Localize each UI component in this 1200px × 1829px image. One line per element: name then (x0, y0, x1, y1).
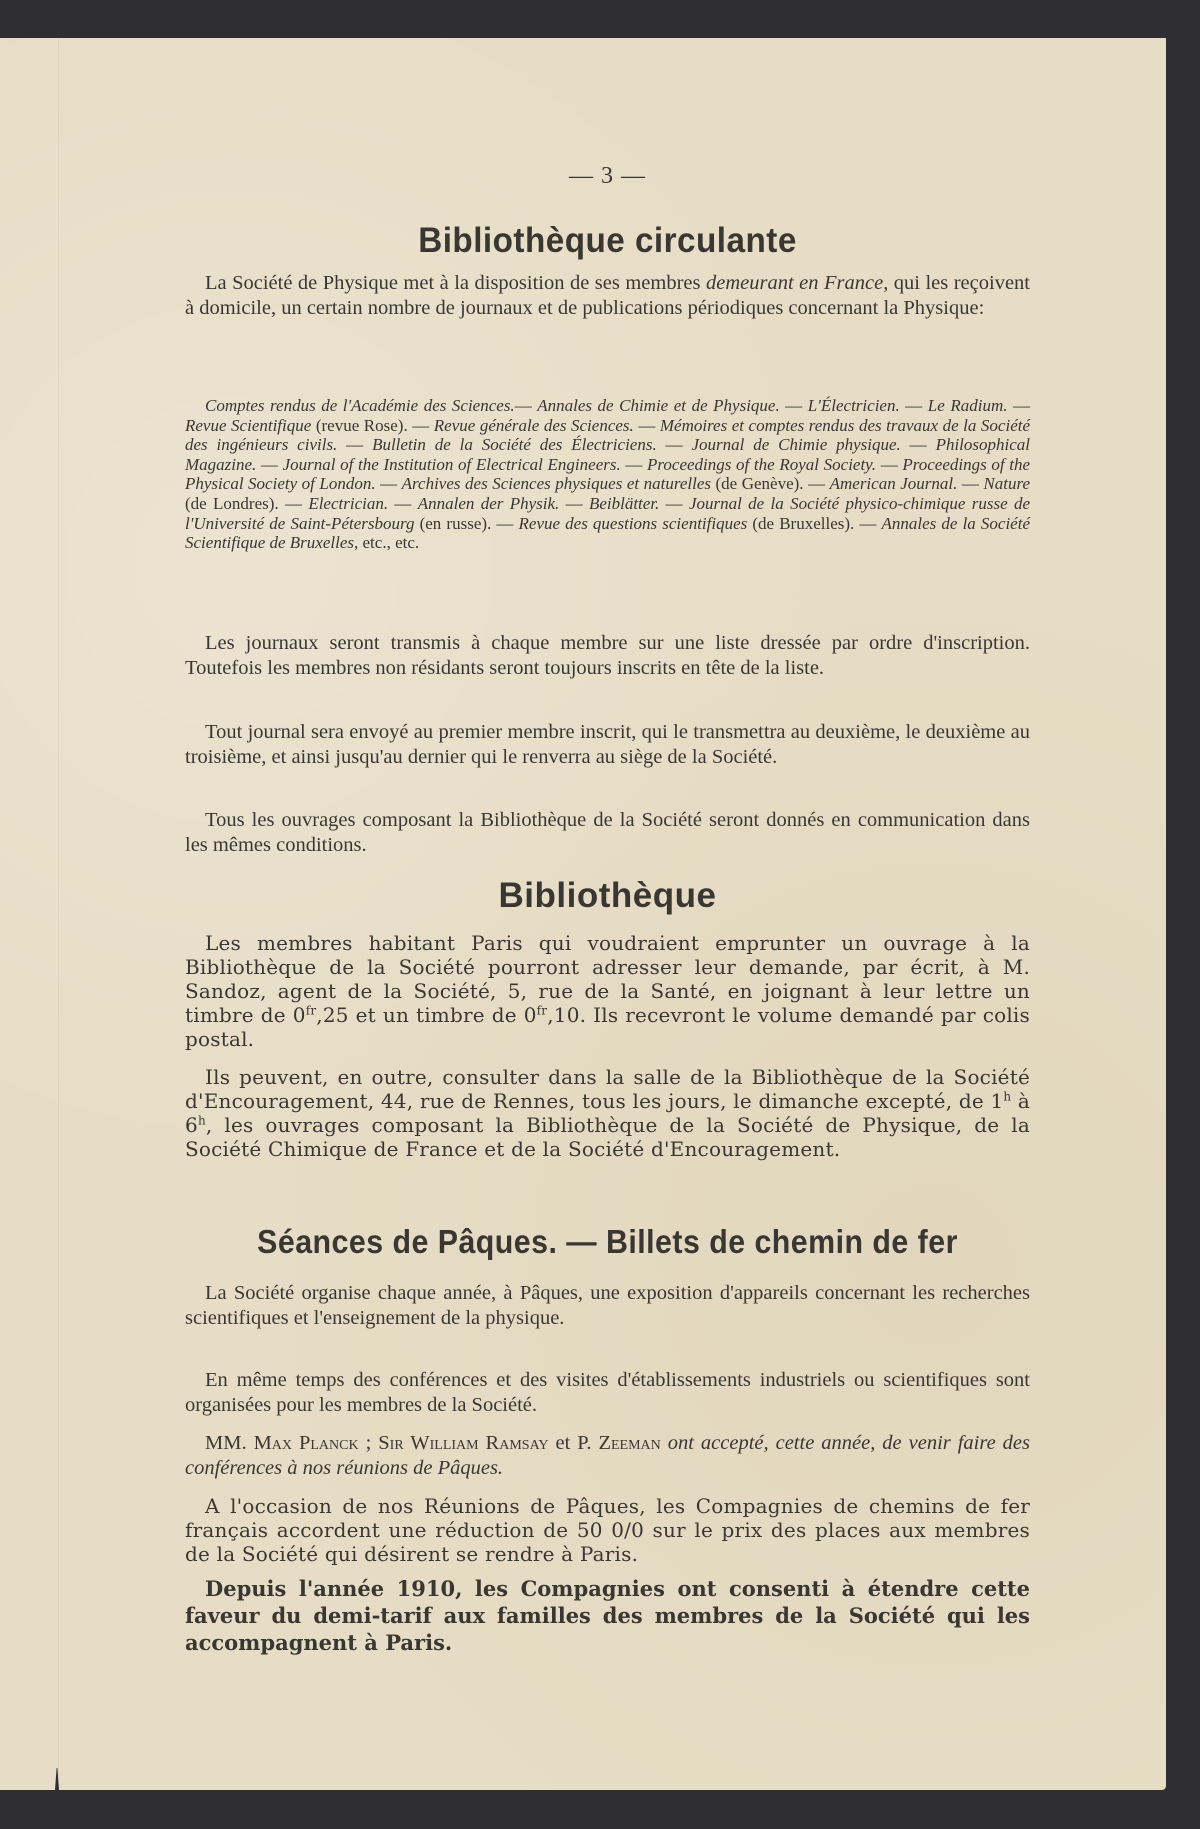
heading-seances-de-paques: Séances de Pâques. — Billets de chemin de fer (257, 1223, 958, 1260)
intro-italic: demeurant en France (705, 272, 884, 294)
journal-separator: — (900, 435, 936, 455)
journal-separator: — (256, 454, 283, 474)
journal-title: Journal de la Société physico-chimique russe de l'Université de Saint-Pétersbourg (185, 493, 1031, 533)
speakers-separator: ; (358, 1432, 379, 1454)
journal-separator: — (375, 474, 402, 494)
circulante-paragraph: Les journaux seront transmis à chaque membre sur une liste dressée par ordre d'inscription. Toutefois les membres non résidants seront toujours inscrits en tête de la liste. (185, 632, 1030, 679)
document-page (0, 38, 1166, 1790)
journal-list (185, 396, 1030, 553)
journal-separator: — (656, 435, 692, 455)
journal-title: Annalen der Physik. (417, 493, 560, 513)
speaker-name: Max Planck (253, 1432, 359, 1454)
hour-superscript: h (197, 1113, 206, 1128)
journal-separator: — (388, 493, 418, 513)
journal-title: Revue des questions scientifiques (518, 513, 748, 533)
journal-separator: — (620, 454, 648, 474)
journal-title: L'Électricien. (807, 396, 900, 415)
journal-separator: — (659, 493, 689, 513)
journal-separator: (en russe). — (414, 513, 519, 533)
journal-title: Le Radium. (927, 396, 1008, 415)
journal-title: Philosophical Magazine. (185, 435, 1031, 474)
journal-separator: — (1007, 396, 1031, 415)
loan-text: ,25 et un timbre de 0 (316, 1003, 537, 1027)
journal-title: Beiblätter. (588, 493, 660, 513)
journal-separator: , etc., etc. (354, 533, 420, 553)
speaker-name: Sir William Ramsay (378, 1432, 549, 1454)
loan-text: ,10. Ils recevront le volume demandé par colis postal. (185, 1003, 1030, 1051)
journal-separator: (de Genève). — (710, 474, 830, 494)
reading-room-text: Ils peuvent, en outre, consulter dans la salle de la Bibliothèque de la Société d'Encouragement, 44, rue de Rennes, tous les jours, le dimanche excepté, de 1 (185, 1065, 1030, 1113)
journal-separator: — (337, 435, 373, 455)
journal-title: Journal of the Institution of Electrical Engineers. (282, 454, 621, 474)
bibliotheque-paragraph-loan (185, 931, 1030, 1051)
speakers-italic-text: ont accepté, cette année, de venir faire des conférences à nos réunions de Pâques. (185, 1432, 1030, 1479)
page-number: — 3 — (569, 163, 646, 189)
intro-text: La Société de Physique met à la disposition de ses membres (205, 272, 706, 294)
hour-superscript: h (1003, 1089, 1012, 1104)
journal-title: Revue générale des Sciences. (433, 415, 634, 435)
franc-superscript: fr (536, 1003, 548, 1018)
speakers-prefix: MM. (205, 1432, 254, 1454)
journal-separator: (de Londres). — (185, 493, 309, 513)
journal-title: Bulletin de la Société des Électriciens. (372, 435, 657, 455)
circulante-paragraph: Tous les ouvrages composant la Bibliothèque de la Société seront donnés en communication dans les mêmes conditions. (185, 809, 1030, 856)
paques-paragraph-exposition: La Société organise chaque année, à Pâques, une exposition d'appareils concernant les recherches scientifiques et l'enseignement de la physique. (185, 1282, 1030, 1329)
paques-paragraph-railway-discount: A l'occasion de nos Réunions de Pâques, les Compagnies de chemins de fer français accordent une réduction de 50 0/0 sur le prix des places aux membres de la Société qui désirent se rendre à Paris. (185, 1494, 1030, 1566)
speakers-separator: et P. (548, 1432, 599, 1454)
journal-title: American Journal. (829, 474, 958, 494)
journal-title: Mémoires et comptes rendus des travaux de la Société des ingénieurs civils. (185, 415, 1031, 455)
journal-title: Proceedings of the Physical Society of London. (185, 454, 1031, 494)
paques-paragraph-conferences: En même temps des conférences et des visites d'établissements industriels ou scientifiques sont organisées pour les membres de la Société. (185, 1369, 1030, 1416)
loan-text: Les membres habitant Paris qui voudraient emprunter un ouvrage à la Bibliothèque de la Société pourront adresser leur demande, par écrit, à M. Sandoz, agent de la Société, 5, rue de la Santé, en joignant à leur lettre un timbre de 0 (185, 931, 1030, 1027)
journal-title: Comptes rendus de l'Académie des Sciences. (205, 396, 515, 415)
journal-separator: (de Bruxelles). — (747, 513, 882, 533)
journal-separator: — (876, 454, 903, 474)
journal-title: Electrician. (308, 493, 389, 513)
journal-title: Annales de Chimie et de Physique. (537, 396, 780, 415)
journal-separator: — (899, 396, 928, 415)
journal-title: Journal de Chimie physique. (691, 435, 901, 455)
journal-title: Nature (983, 474, 1030, 494)
journal-separator: (revue Rose). — (311, 415, 434, 435)
circulante-paragraph: Tout journal sera envoyé au premier membre inscrit, qui le transmettra au deuxième, le deuxième au troisième, et ainsi jusqu'au dernier qui le renverra au siège de la Société. (185, 721, 1030, 768)
reading-room-text: à 6 (185, 1089, 1030, 1137)
intro-text-end: , qui les reçoivent à domicile, un certain nombre de journaux et de publications périodiques concernant la Physique: (185, 272, 1030, 319)
bibliotheque-paragraph-reading-room (185, 1065, 1030, 1161)
reading-room-text: , les ouvrages composant la Bibliothèque de la Société de Physique, de la Société Chimique de France et de la Société d'Encouragement. (185, 1113, 1030, 1161)
journal-title: Archives des Sciences physiques et naturelles (401, 474, 711, 494)
paques-paragraph-speakers (185, 1431, 1030, 1481)
journal-title: Annales de la Société Scientifique de Bruxelles (185, 513, 1030, 553)
heading-bibliotheque-circulante: Bibliothèque circulante (418, 221, 797, 260)
heading-bibliotheque: Bibliothèque (498, 876, 717, 915)
journal-separator: — (559, 493, 589, 513)
circulante-intro (185, 271, 1030, 321)
journal-separator: — (957, 474, 984, 494)
journal-separator: — (633, 415, 660, 435)
speaker-name: Zeeman (598, 1432, 661, 1454)
paques-paragraph-family-discount: Depuis l'année 1910, les Compagnies ont consenti à étendre cette faveur du demi-tarif aux familles des membres de la Société qui les accompagnent à Paris. (185, 1576, 1030, 1655)
franc-superscript: fr (305, 1003, 317, 1018)
page-fold-line (57, 38, 59, 1790)
journal-title: Proceedings of the Royal Society. (647, 454, 877, 474)
journal-separator: — (779, 396, 808, 415)
journal-separator: — (514, 396, 538, 415)
journal-title: Revue Scientifique (185, 415, 312, 435)
